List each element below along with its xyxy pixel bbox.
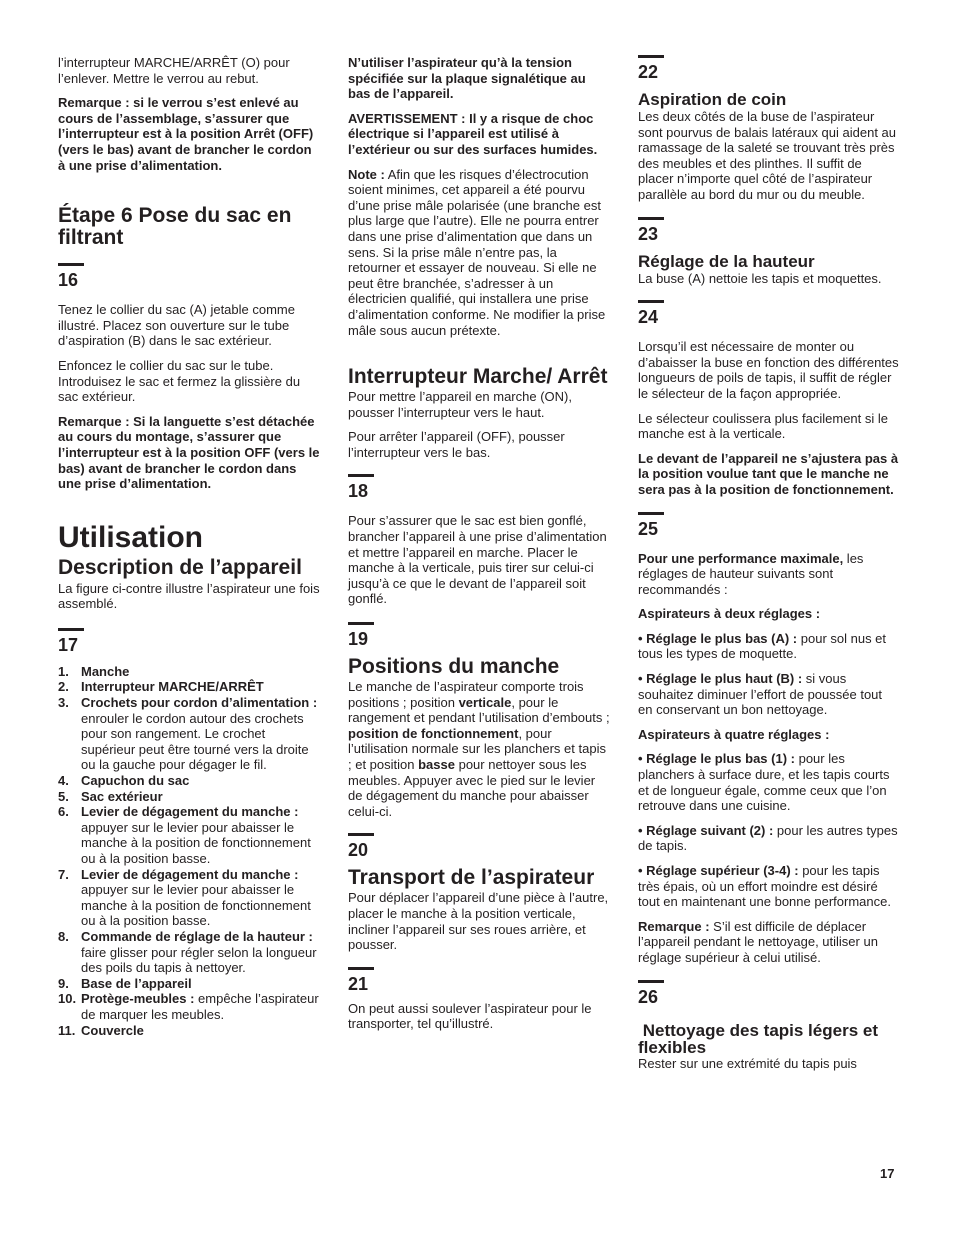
paragraph: La figure ci-contre illustre l’aspirateur une fois assemblé. bbox=[58, 580, 320, 612]
column-right bbox=[638, 55, 900, 1071]
column-left bbox=[58, 55, 320, 1038]
parts-list-item: 6. Levier de dégagement du manche : appuyer sur le levier pour abaisser le manche à la position de fonctionnement ou à la position basse. bbox=[58, 804, 311, 866]
paragraph: La buse (A) nettoie les tapis et moquettes. bbox=[638, 270, 882, 286]
list-item: • Réglage supérieur (3-4) : pour les tapis très épais, où un effort moindre est désiré tout en maintenant une bonne performance. bbox=[638, 863, 891, 910]
parts-list-item: 3. Crochets pour cordon d’alimentation : enrouler le cordon autour des crochets pour son rangement. Le crochet supérieur peut être tourné vers la droite ou la gauche pour dégager le fil. bbox=[58, 695, 318, 773]
paragraph: Rester sur une extrémité du tapis puis bbox=[638, 1055, 857, 1071]
step-number-26: 26 bbox=[638, 980, 664, 1006]
paragraph: Enfoncez le collier du sac sur le tube. Introduisez le sac et fermez la glissière du sac extérieur. bbox=[58, 357, 301, 405]
section-heading-step6: Étape 6 Pose du sac en filtrant bbox=[58, 204, 292, 250]
section-heading-corner: Aspiration de coin bbox=[638, 90, 787, 109]
parts-list-item: 10. Protège-meubles : empêche l’aspirateur de marquer les meubles. bbox=[58, 991, 319, 1022]
step-number-20: 20 bbox=[348, 833, 374, 859]
paragraph: Le manche de l’aspirateur comporte trois positions ; position verticale, pour le rangement et pendant l’utilisation d’embouts ; position de fonctionnement, pour l’utilisation normale sur les planchers et tapis ; et position basse pour nettoyer sous les meubles. Appuyer avec le pied sur le levier de dégagement du manche pour abaisser celui-ci. bbox=[348, 679, 610, 819]
section-heading-switch: Interrupteur Marche/ Arrêt bbox=[348, 365, 608, 389]
paragraph-bold: Le devant de l’appareil ne s’ajustera pas à la position voulue tant que le manche ne sera pas à la position de fonctionnement. bbox=[638, 450, 899, 497]
parts-list-item: 4. Capuchon du sac bbox=[58, 773, 190, 789]
list-item: • Réglage le plus bas (A) : pour sol nus et tous les types de moquette. bbox=[638, 630, 887, 662]
paragraph-bold: N’utiliser l’aspirateur qu’à la tension spécifiée sur la plaque signalétique au bas de l’appareil. bbox=[348, 55, 586, 102]
parts-list-item: 2. Interrupteur MARCHE/ARRÊT bbox=[58, 679, 264, 695]
step-number-22: 22 bbox=[638, 55, 664, 81]
list-item: • Réglage le plus bas (1) : pour les planchers à surface dure, et les tapis courts et de longueur égale, comme ceux que l’on retrouve dans une cuisine. bbox=[638, 751, 890, 814]
parts-list-item: 11. Couvercle bbox=[58, 1022, 144, 1038]
step-number-18: 18 bbox=[348, 474, 374, 500]
step-number-19: 19 bbox=[348, 622, 374, 648]
paragraph: Les deux côtés de la buse de l’aspirateur sont pourvus de balais latéraux qui aident au ramassage de la saleté se trouvant très près des meubles et des plinthes. Il suffit de placer n’importe quel côté de l’aspirateur parallèle au bord du mur ou du meuble. bbox=[638, 109, 897, 202]
step-number-23: 23 bbox=[638, 217, 664, 243]
paragraph: Pour s’assurer que le sac est bien gonflé, brancher l’appareil à une prise d’alimentation et mettre l’appareil en marche. Placer le manche à la verticale, puis tirer sur celui-ci jusqu’à ce que le devant de l’appareil soit gonflé. bbox=[348, 513, 607, 607]
section-heading-transport: Transport de l’aspirateur bbox=[348, 866, 595, 890]
warning: AVERTISSEMENT : Il y a risque de choc électrique si l’appareil est utilisé à l’extérieur ou sur des surfaces humides. bbox=[348, 110, 598, 157]
note: Remarque : si le verrou s’est enlevé au cours de l’assemblage, s’assurer que l’interrupteur est à la position Arrêt (OFF) (vers le bas) avant de brancher le cordon à une prise d’alimentation. bbox=[58, 95, 314, 173]
paragraph: l’interrupteur MARCHE/ARRÊT (O) pour l’enlever. Mettre le verrou au rebut. bbox=[58, 55, 290, 86]
step-number-24: 24 bbox=[638, 300, 664, 326]
parts-list bbox=[58, 664, 320, 1038]
step-number-25: 25 bbox=[638, 512, 664, 538]
parts-list-item: 8. Commande de réglage de la hauteur : faire glisser pour régler selon la longueur des poils du tapis à nettoyer. bbox=[58, 928, 317, 976]
subheading: Aspirateurs à deux réglages : bbox=[638, 606, 821, 622]
paragraph: Pour arrêter l’appareil (OFF), pousser l’interrupteur vers le bas. bbox=[348, 429, 565, 460]
paragraph: Pour déplacer l’appareil d’une pièce à l’autre, placer le manche à la position verticale, incliner l’appareil sur ses roues arrière, et pousser. bbox=[348, 890, 609, 953]
paragraph: On peut aussi soulever l’aspirateur pour le transporter, tel qu’illustré. bbox=[348, 1000, 592, 1032]
paragraph: Pour une performance maximale, les réglages de hauteur suivants sont recommandés : bbox=[638, 550, 864, 597]
parts-list-item: 7. Levier de dégagement du manche : appuyer sur le levier pour abaisser le manche à la position de fonctionnement ou à la position basse. bbox=[58, 866, 311, 929]
step-number-17: 17 bbox=[58, 628, 84, 654]
list-item: • Réglage le plus haut (B) : si vous souhaitez diminuer l’effort de poussée tout en conservant un bon nettoyage. bbox=[638, 671, 883, 718]
page-section-title: Utilisation bbox=[58, 520, 204, 554]
column-middle bbox=[348, 55, 610, 1032]
section-heading-rugs: Nettoyage des tapis légers et flexibles bbox=[638, 1020, 883, 1057]
step-number-21: 21 bbox=[348, 967, 374, 993]
paragraph: Tenez le collier du sac (A) jetable comme illustré. Placez son ouverture sur le tube d’aspiration (B) dans le sac extérieur. bbox=[58, 302, 295, 349]
section-heading-height: Réglage de la hauteur bbox=[638, 251, 815, 271]
section-heading-description: Description de l’appareil bbox=[58, 555, 302, 579]
paragraph: Note : Afin que les risques d’électrocution soient minimes, cet appareil a été pourvu d’une prise mâle polarisée (une branche est plus large que l’autre). Elle ne pourra entrer dans une prise d’alimentation que dans un sens. Si la prise mâle n’entre pas, la retourner et essayer de nouveau. Si elle ne peut être branchée, s’adresser à un électricien qualifié, qui installera une prise d’alimentation conforme. Ne modifier la prise mâle sous aucun prétexte. bbox=[348, 166, 606, 338]
note: Remarque : S’il est difficile de déplacer l’appareil pendant le nettoyage, utiliser un réglage supérieur à celui utilisé. bbox=[638, 918, 878, 965]
section-heading-handle-positions: Positions du manche bbox=[348, 655, 560, 679]
page-number: 17 bbox=[880, 1166, 895, 1181]
parts-list-item: 5. Sac extérieur bbox=[58, 788, 163, 804]
parts-list-item: 9. Base de l’appareil bbox=[58, 975, 192, 991]
paragraph: Lorsqu’il est nécessaire de monter ou d’abaisser la buse en fonction des différentes longueurs de poils de tapis, il suffit de régler le sélecteur de la façon appropriée. bbox=[638, 339, 899, 401]
paragraph: Le sélecteur coulissera plus facilement si le manche est à la verticale. bbox=[638, 410, 889, 442]
subheading: Aspirateurs à quatre réglages : bbox=[638, 726, 830, 742]
list-item: • Réglage suivant (2) : pour les autres types de tapis. bbox=[638, 822, 898, 854]
paragraph: Pour mettre l’appareil en marche (ON), pousser l’interrupteur vers le haut. bbox=[348, 389, 572, 420]
note: Remarque : Si la languette s’est détachée au cours du montage, s’assurer que l’interrupteur est à la position OFF (vers le bas) avant de brancher le cordon dans une prise d’alimentation. bbox=[58, 413, 320, 492]
step-number-16: 16 bbox=[58, 263, 84, 289]
parts-list-item: 1. Manche bbox=[58, 663, 130, 679]
